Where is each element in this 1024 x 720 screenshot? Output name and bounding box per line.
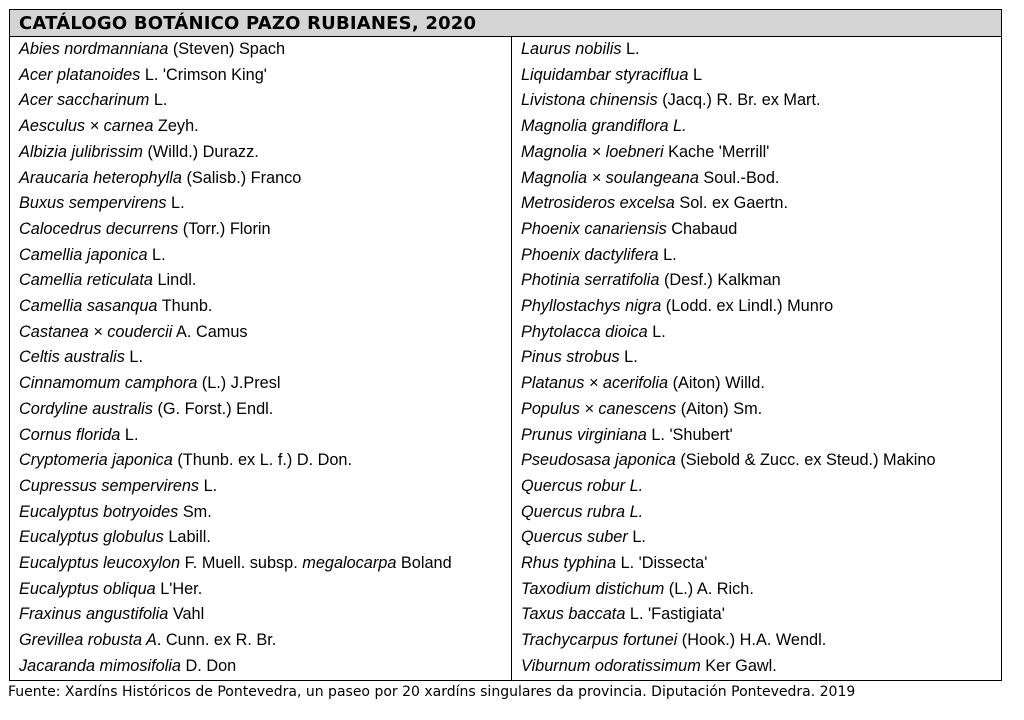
species-cell-left xyxy=(10,63,512,89)
species-cell-right xyxy=(512,474,1002,500)
species-name: Rhus typhina xyxy=(521,554,617,573)
species-author: (Hook.) H.A. Wendl. xyxy=(677,631,827,650)
species-name: Magnolia × soulangeana xyxy=(521,168,699,187)
species-name: Cinnamomum camphora xyxy=(19,374,198,393)
table-row xyxy=(10,268,1002,294)
species-author: L. 'Fastigiata' xyxy=(625,605,725,624)
species-cell-left xyxy=(10,474,512,500)
species-name: Abies nordmanniana xyxy=(19,40,169,58)
species-author: (L.) A. Rich. xyxy=(664,579,754,598)
species-author: L. xyxy=(147,245,166,264)
species-cell-left xyxy=(10,448,512,474)
species-name: Jacaranda mimosifolia xyxy=(19,656,181,675)
species-cell-right xyxy=(512,88,1002,114)
species-cell-left xyxy=(10,628,512,654)
species-cell-left xyxy=(10,602,512,628)
species-name: Camellia reticulata xyxy=(19,271,153,290)
species-name: Quercus suber xyxy=(521,528,628,547)
species-name: Eucalyptus globulus xyxy=(19,528,164,547)
species-name: Populus × canescens xyxy=(521,399,677,418)
species-cell-left xyxy=(10,371,512,397)
species-cell-left xyxy=(10,500,512,526)
species-name: Phyllostachys nigra xyxy=(521,297,662,316)
species-name: Pseudosasa japonica xyxy=(521,451,676,470)
species-cell-right xyxy=(512,448,1002,474)
species-author: L. xyxy=(621,40,640,58)
species-cell-left xyxy=(10,268,512,294)
species-name: Magnolia grandiflora L. xyxy=(521,117,687,136)
catalog-body xyxy=(10,37,1002,681)
species-author: L. xyxy=(627,528,646,547)
species-name: Photinia serratifolia xyxy=(521,271,660,290)
table-row xyxy=(10,577,1002,603)
species-cell-right xyxy=(512,423,1002,449)
species-name: Albizia julibrissim xyxy=(19,142,143,161)
species-cell-left xyxy=(10,577,512,603)
table-row xyxy=(10,500,1002,526)
table-row xyxy=(10,320,1002,346)
species-cell-left xyxy=(10,294,512,320)
species-name: Pinus strobus xyxy=(521,348,620,367)
species-author: (Willd.) Durazz. xyxy=(142,142,259,161)
species-name: Viburnum odoratissimum xyxy=(521,656,701,675)
species-cell-right xyxy=(512,191,1002,217)
table-row xyxy=(10,294,1002,320)
species-author: Soul.-Bod. xyxy=(698,168,780,187)
species-author: (Lodd. ex Lindl.) Munro xyxy=(661,297,834,316)
species-author: (L.) J.Presl xyxy=(197,374,281,393)
table-row xyxy=(10,525,1002,551)
species-author: Lindl. xyxy=(152,271,197,290)
species-name: Livistona chinensis xyxy=(521,91,658,110)
species-author: (Aiton) Willd. xyxy=(668,374,765,393)
species-cell-left xyxy=(10,191,512,217)
species-cell-left xyxy=(10,320,512,346)
species-author: D. Don xyxy=(180,656,237,675)
table-row xyxy=(10,191,1002,217)
species-cell-right xyxy=(512,397,1002,423)
table-row xyxy=(10,448,1002,474)
catalog-table xyxy=(9,9,1002,681)
table-row xyxy=(10,114,1002,140)
species-name: Phoenix canariensis xyxy=(521,219,667,238)
species-name: Camellia japonica xyxy=(19,245,148,264)
species-name: megalocarpa xyxy=(302,554,397,573)
species-name: Liquidambar styraciflua xyxy=(521,65,689,84)
species-author: A. Camus xyxy=(172,322,248,341)
species-cell-right xyxy=(512,602,1002,628)
species-name: Buxus sempervirens xyxy=(19,194,167,213)
species-name: Quercus rubra L. xyxy=(521,502,644,521)
species-cell-left xyxy=(10,140,512,166)
species-cell-right xyxy=(512,63,1002,89)
table-row xyxy=(10,397,1002,423)
species-author: L. xyxy=(658,245,677,264)
species-name: Platanus × acerifolia xyxy=(521,374,669,393)
species-cell-right xyxy=(512,371,1002,397)
species-author: L. xyxy=(647,322,666,341)
species-cell-right xyxy=(512,345,1002,371)
species-name: Cordyline australis xyxy=(19,399,153,418)
species-name: Taxodium distichum xyxy=(521,579,665,598)
species-name: Magnolia × loebneri xyxy=(521,142,664,161)
species-name: Castanea × coudercii xyxy=(19,322,173,341)
species-name: Camellia sasanqua xyxy=(19,297,158,316)
species-cell-right xyxy=(512,217,1002,243)
table-row xyxy=(10,166,1002,192)
catalog-title: CATÁLOGO BOTÁNICO PAZO RUBIANES, 2020 xyxy=(10,10,1002,37)
species-author: Chabaud xyxy=(666,219,738,238)
species-cell-left xyxy=(10,88,512,114)
table-row xyxy=(10,628,1002,654)
species-name: Quercus robur L. xyxy=(521,476,644,495)
species-cell-left xyxy=(10,551,512,577)
species-cell-right xyxy=(512,500,1002,526)
species-cell-right xyxy=(512,114,1002,140)
species-author: (Aiton) Sm. xyxy=(676,399,763,418)
species-cell-right xyxy=(512,551,1002,577)
species-author: Sol. ex Gaertn. xyxy=(674,194,788,213)
species-name: Eucalyptus botryoides xyxy=(19,502,179,521)
table-row xyxy=(10,551,1002,577)
species-author: (Desf.) Kalkman xyxy=(659,271,781,290)
species-name: Phytolacca dioica xyxy=(521,322,648,341)
species-cell-left xyxy=(10,654,512,680)
species-author: Kache 'Merrill' xyxy=(663,142,770,161)
species-author: (G. Forst.) Endl. xyxy=(152,399,274,418)
species-cell-right xyxy=(512,166,1002,192)
species-author: L. xyxy=(166,194,185,213)
species-author: L. 'Dissecta' xyxy=(616,554,708,573)
species-author: L. xyxy=(124,348,143,367)
species-cell-right xyxy=(512,294,1002,320)
species-name: Acer saccharinum xyxy=(19,91,150,110)
species-cell-right xyxy=(512,577,1002,603)
table-row xyxy=(10,474,1002,500)
species-cell-left xyxy=(10,397,512,423)
species-cell-left xyxy=(10,243,512,269)
table-row xyxy=(10,654,1002,680)
species-name: Trachycarpus fortunei xyxy=(521,631,678,650)
table-row xyxy=(10,243,1002,269)
species-author: (Torr.) Florin xyxy=(178,219,271,238)
species-cell-right xyxy=(512,37,1002,63)
species-cell-right xyxy=(512,654,1002,680)
table-header-row xyxy=(10,10,1002,37)
species-name: Phoenix dactylifera xyxy=(521,245,659,264)
species-cell-right xyxy=(512,268,1002,294)
species-cell-left xyxy=(10,114,512,140)
species-author: Vahl xyxy=(168,605,205,624)
species-name: Acer platanoides xyxy=(19,65,141,84)
table-row xyxy=(10,88,1002,114)
species-author: Labill. xyxy=(163,528,211,547)
species-name: Taxus baccata xyxy=(521,605,626,624)
table-row xyxy=(10,423,1002,449)
species-name: Calocedrus decurrens xyxy=(19,219,179,238)
species-author: L. xyxy=(120,425,139,444)
species-author: L. xyxy=(619,348,638,367)
species-name: Cornus florida xyxy=(19,425,121,444)
table-row xyxy=(10,345,1002,371)
species-author: L. xyxy=(149,91,168,110)
table-row xyxy=(10,371,1002,397)
species-name: Grevillea robusta A xyxy=(19,631,157,650)
species-cell-right xyxy=(512,140,1002,166)
species-name: Aesculus × carnea xyxy=(19,117,154,136)
table-row xyxy=(10,602,1002,628)
species-cell-right xyxy=(512,320,1002,346)
species-author: (Jacq.) R. Br. ex Mart. xyxy=(657,91,821,110)
species-name: Metrosideros excelsa xyxy=(521,194,675,213)
species-author: (Thunb. ex L. f.) D. Don. xyxy=(172,451,353,470)
species-author: (Steven) Spach xyxy=(168,40,286,58)
species-author: Sm. xyxy=(178,502,212,521)
species-cell-left xyxy=(10,345,512,371)
species-author: L. 'Shubert' xyxy=(646,425,733,444)
species-author: L. xyxy=(199,476,218,495)
species-author: . Cunn. ex R. Br. xyxy=(156,631,277,650)
species-cell-left xyxy=(10,37,512,63)
species-name: Laurus nobilis xyxy=(521,40,622,58)
species-cell-left xyxy=(10,423,512,449)
species-name: Celtis australis xyxy=(19,348,125,367)
table-row xyxy=(10,37,1002,63)
species-name: Cryptomeria japonica xyxy=(19,451,173,470)
species-author: L. 'Crimson King' xyxy=(140,65,267,84)
species-author: (Siebold & Zucc. ex Steud.) Makino xyxy=(675,451,936,470)
species-cell-left xyxy=(10,166,512,192)
species-name: Fraxinus angustifolia xyxy=(19,605,169,624)
species-name: Araucaria heterophylla xyxy=(19,168,182,187)
species-author: Ker Gawl. xyxy=(700,656,777,675)
species-name: Eucalyptus leucoxylon xyxy=(19,554,181,573)
species-name: Eucalyptus obliqua xyxy=(19,579,156,598)
species-cell-left xyxy=(10,525,512,551)
table-row xyxy=(10,140,1002,166)
species-author: F. Muell. subsp. xyxy=(180,554,303,573)
species-name: Cupressus sempervirens xyxy=(19,476,200,495)
species-author: Thunb. xyxy=(157,297,213,316)
species-author: (Salisb.) Franco xyxy=(181,168,302,187)
species-name: Prunus virginiana xyxy=(521,425,647,444)
species-author: L'Her. xyxy=(155,579,203,598)
species-author: L xyxy=(688,65,703,84)
species-cell-right xyxy=(512,243,1002,269)
species-cell-right xyxy=(512,628,1002,654)
species-cell-right xyxy=(512,525,1002,551)
species-author: Zeyh. xyxy=(153,117,199,136)
table-row xyxy=(10,217,1002,243)
species-cell-left xyxy=(10,217,512,243)
source-note: Fuente: Xardíns Históricos de Pontevedra, un paseo por 20 xardíns singulares da provincia. Diputación Pontevedra. 2019 xyxy=(8,684,856,700)
table-row xyxy=(10,63,1002,89)
species-author: Boland xyxy=(396,554,452,573)
